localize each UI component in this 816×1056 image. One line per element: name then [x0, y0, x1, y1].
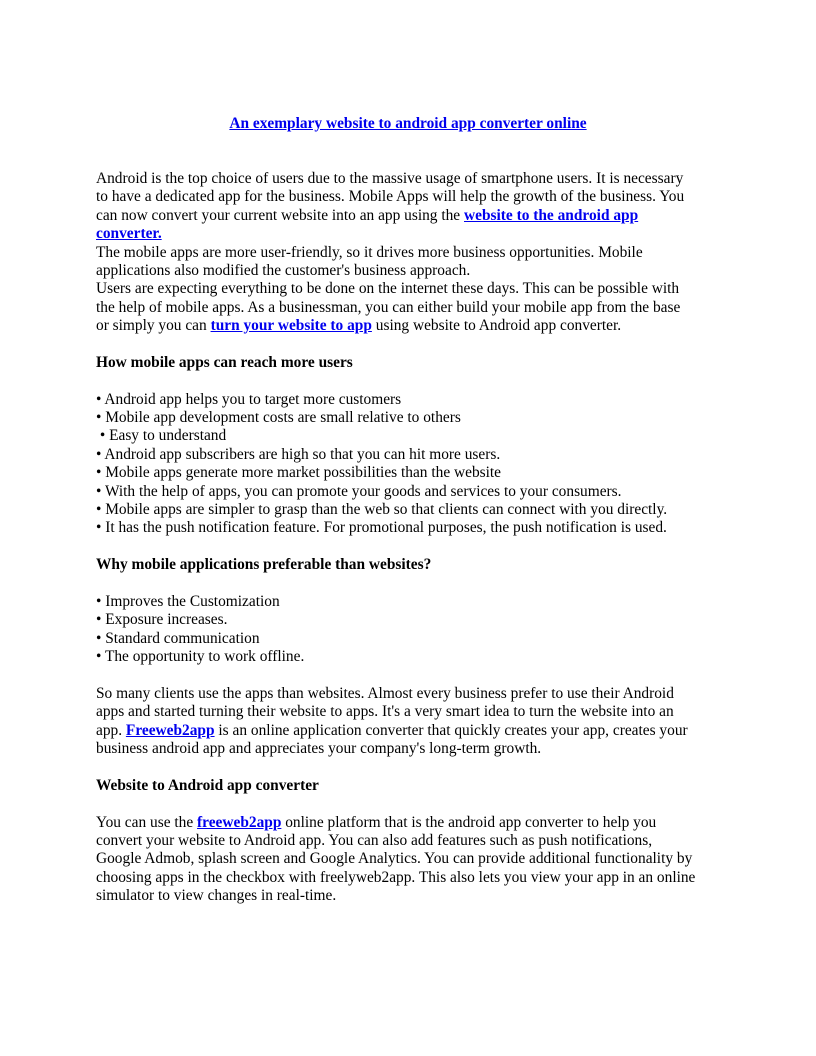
freeweb2app-platform-link[interactable]: freeweb2app [197, 813, 282, 831]
converter-link[interactable]: converter. [96, 225, 162, 243]
list-item: • Mobile app development costs are small relative to others [96, 409, 461, 427]
text-line: choosing apps in the checkbox with freelyweb2app. This also lets you view your app in an online [96, 868, 696, 886]
text-span: is an online application converter that quickly creates your app, creates your [214, 721, 688, 739]
text-line [96, 814, 736, 832]
text-line: to have a dedicated app for the business. Mobile Apps will help the growth of the business. You [96, 188, 685, 206]
text-line: business android app and appreciates your company's long-term growth. [96, 740, 542, 758]
text-line: apps and started turning their website to apps. It's a very smart idea to turn the website into an [96, 703, 674, 721]
list-item: • Android app subscribers are high so that you can hit more users. [96, 445, 501, 463]
text-line [96, 317, 736, 335]
list-item: • Exposure increases. [96, 611, 228, 629]
text-span: using website to Android app converter. [371, 317, 622, 335]
text-span: or simply you can [96, 317, 211, 335]
list-item: • Standard communication [96, 629, 260, 647]
list-item: • Mobile apps generate more market possibilities than the website [96, 464, 502, 482]
title-link[interactable]: An exemplary website to android app converter online [229, 115, 587, 132]
text-line: Users are expecting everything to be done on the internet these days. This can be possible with [96, 280, 680, 298]
text-span: online platform that is the android app converter to help you [281, 813, 657, 831]
list-item: • The opportunity to work offline. [96, 648, 305, 666]
text-span: app. [96, 721, 126, 739]
list-item: • Android app helps you to target more customers [96, 390, 402, 408]
converter-paragraph [96, 814, 736, 906]
list-item: • Improves the Customization [96, 592, 280, 610]
document-title [96, 115, 720, 133]
bullet-list-why-mobile [96, 593, 736, 667]
section-heading-why-mobile: Why mobile applications preferable than websites? [96, 556, 432, 574]
text-line [96, 207, 736, 225]
list-item: • Easy to understand [96, 427, 227, 445]
text-line: applications also modified the customer's business approach. [96, 261, 471, 279]
text-line: convert your website to Android app. You can also add features such as push notifications, [96, 832, 653, 850]
text-line: So many clients use the apps than websites. Almost every business prefer to use their Android [96, 684, 674, 702]
section-heading-converter: Website to Android app converter [96, 776, 319, 794]
list-item: • It has the push notification feature. For promotional purposes, the push notification is used. [96, 519, 667, 537]
document-body [96, 170, 736, 906]
website-to-android-app-link[interactable]: website to the android app [464, 206, 639, 224]
clients-paragraph [96, 685, 736, 759]
text-span: You can use the [96, 813, 198, 831]
bullet-list-reach-users [96, 391, 736, 538]
text-line: the help of mobile apps. As a businessman, you can either build your mobile app from the base [96, 298, 681, 316]
freeweb2app-link[interactable]: Freeweb2app [125, 721, 215, 739]
list-item: • With the help of apps, you can promote your goods and services to your consumers. [96, 482, 622, 500]
section-heading-reach-users: How mobile apps can reach more users [96, 353, 353, 371]
text-line: Google Admob, splash screen and Google Analytics. You can provide additional functionality by [96, 850, 693, 868]
text-span: can now convert your current website into an app using the [96, 206, 464, 224]
turn-website-to-app-link[interactable]: turn your website to app [210, 317, 372, 335]
text-line [96, 225, 736, 243]
text-line [96, 722, 736, 740]
text-line: The mobile apps are more user-friendly, so it drives more business opportunities. Mobile [96, 243, 643, 261]
text-line: simulator to view changes in real-time. [96, 887, 337, 905]
list-item: • Mobile apps are simpler to grasp than the web so that clients can connect with you directly. [96, 501, 668, 519]
intro-paragraph [96, 170, 736, 336]
text-line: Android is the top choice of users due to the massive usage of smartphone users. It is necessary [96, 170, 684, 187]
